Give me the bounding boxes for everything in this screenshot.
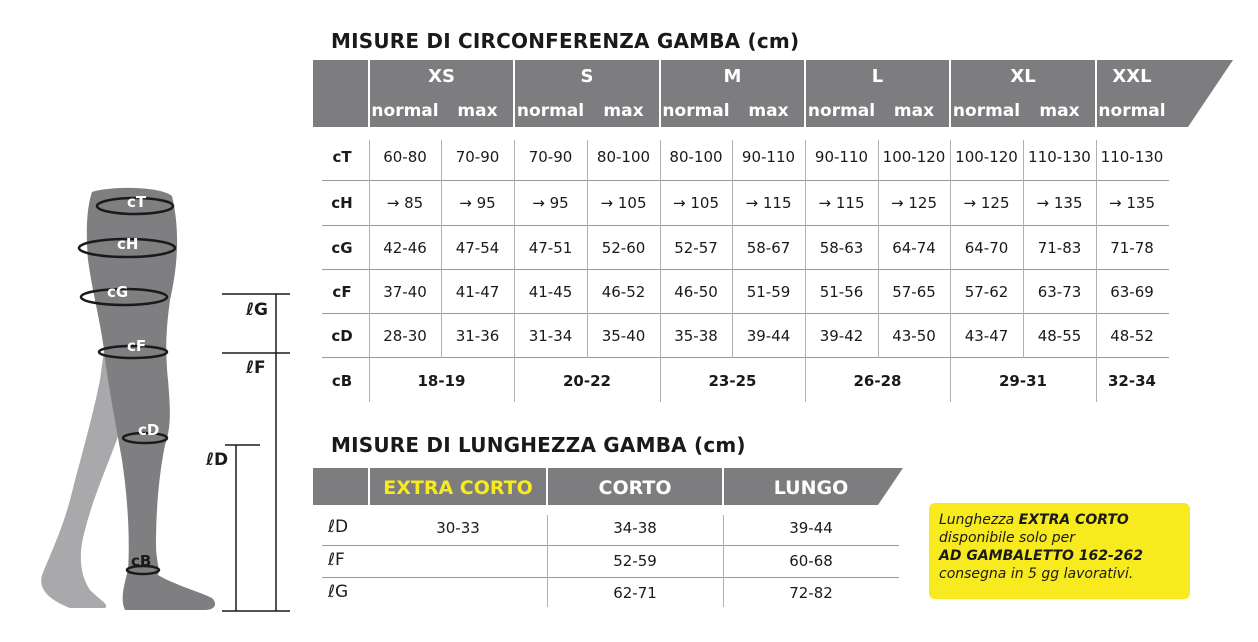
- leg-label-cf: cF: [127, 337, 147, 355]
- cell-cf-4: 46-50: [674, 283, 718, 301]
- leg-label-cg: cG: [107, 283, 129, 301]
- subheader-7: max: [893, 101, 935, 121]
- length-row-label-2: ℓG: [328, 582, 349, 602]
- cell-ch-1: → 95: [459, 194, 496, 212]
- subheader-2: normal: [516, 101, 585, 121]
- cell-cd-8: 43-47: [964, 327, 1009, 345]
- length-cell-1-1: 52-59: [613, 552, 657, 570]
- cell-cg-6: 58-63: [819, 239, 864, 257]
- cell-cf-3: 46-52: [601, 283, 646, 301]
- cell-ct-9: 110-130: [1028, 148, 1091, 166]
- cell-ch-8: → 125: [963, 194, 1010, 212]
- cell-cg-4: 52-57: [674, 239, 718, 257]
- subheader-3: max: [603, 101, 644, 121]
- length-cell-1-2: 60-68: [789, 552, 833, 570]
- row-label-cb: cB: [331, 372, 353, 390]
- cell-cf-9: 63-73: [1037, 283, 1082, 301]
- cell-cd-1: 31-36: [455, 327, 500, 345]
- subheader-5: max: [748, 101, 789, 121]
- length-header-lungo: LUNGO: [773, 477, 849, 499]
- cell-ch-0: → 85: [386, 194, 424, 212]
- note-line-1: Lunghezza EXTRA CORTO: [939, 512, 1129, 528]
- row-divider: [322, 225, 1169, 226]
- cell-cd-2: 31-34: [528, 327, 573, 345]
- cell-cg-10: 71-78: [1110, 239, 1154, 257]
- note-line-2: disponibile solo per: [939, 530, 1076, 546]
- cell-cb-2: 23-25: [708, 372, 757, 390]
- cell-ch-4: → 105: [673, 194, 719, 212]
- cell-cg-0: 42-46: [383, 239, 427, 257]
- circumference-title: MISURE DI CIRCONFERENZA GAMBA (cm): [331, 29, 800, 53]
- length-cell-0-0: 30-33: [436, 519, 480, 537]
- cell-ch-10: → 135: [1109, 194, 1155, 212]
- leg-label-ch: cH: [117, 235, 139, 253]
- length-header-corto: CORTO: [598, 477, 672, 499]
- cell-cf-6: 51-56: [819, 283, 864, 301]
- cell-cd-0: 28-30: [383, 327, 427, 345]
- row-label-ch: cH: [331, 194, 353, 212]
- subheader-9: max: [1039, 101, 1080, 121]
- length-header-extra-corto: EXTRA CORTO: [383, 477, 533, 499]
- leg-label-ct: cT: [127, 193, 147, 211]
- cell-cd-9: 48-55: [1037, 327, 1082, 345]
- cell-cg-3: 52-60: [601, 239, 646, 257]
- cell-ch-3: → 105: [600, 194, 647, 212]
- length-row-label-0: ℓD: [328, 517, 349, 537]
- length-cell-0-2: 39-44: [789, 519, 833, 537]
- cell-ct-5: 90-110: [741, 148, 796, 166]
- size-header-1: S: [580, 66, 594, 87]
- length-row-divider: [322, 577, 899, 578]
- subheader-0: normal: [371, 101, 439, 121]
- cell-ct-0: 60-80: [383, 148, 427, 166]
- cell-ct-6: 90-110: [814, 148, 869, 166]
- cell-cd-3: 35-40: [601, 327, 646, 345]
- cell-cd-5: 39-44: [746, 327, 791, 345]
- cell-cb-3: 26-28: [853, 372, 902, 390]
- cell-cf-1: 41-47: [455, 283, 500, 301]
- row-label-cd: cD: [331, 327, 353, 345]
- leg-label-cb: cB: [131, 552, 152, 570]
- cell-cf-0: 37-40: [383, 283, 427, 301]
- cell-ct-4: 80-100: [669, 148, 723, 166]
- note-line-3: AD GAMBALETTO 162-262: [939, 548, 1144, 564]
- cell-cg-7: 64-74: [892, 239, 936, 257]
- cell-cf-5: 51-59: [746, 283, 791, 301]
- cell-cg-5: 58-67: [746, 239, 791, 257]
- row-label-cf: cF: [332, 283, 352, 301]
- cell-cb-1: 20-22: [563, 372, 611, 390]
- cell-cd-4: 35-38: [674, 327, 718, 345]
- length-cell-2-2: 72-82: [789, 584, 833, 602]
- cell-cg-2: 47-51: [528, 239, 573, 257]
- cell-ct-8: 100-120: [955, 148, 1018, 166]
- length-label-ld: ℓD: [206, 450, 229, 470]
- subheader-10: normal: [1098, 101, 1166, 121]
- cell-cb-5: 32-34: [1108, 372, 1156, 390]
- cell-ct-3: 80-100: [596, 148, 651, 166]
- cell-ct-2: 70-90: [528, 148, 573, 166]
- row-divider: [322, 180, 1169, 181]
- cell-ch-5: → 115: [745, 194, 792, 212]
- subheader-1: max: [457, 101, 498, 121]
- length-cell-0-1: 34-38: [613, 519, 657, 537]
- subheader-6: normal: [807, 101, 876, 121]
- row-divider: [322, 269, 1169, 270]
- subheader-8: normal: [952, 101, 1021, 121]
- cell-cg-1: 47-54: [455, 239, 500, 257]
- row-label-ct: cT: [332, 148, 352, 166]
- cell-cd-10: 48-52: [1110, 327, 1154, 345]
- cell-cb-0: 18-19: [417, 372, 466, 390]
- size-header-0: XS: [428, 66, 455, 87]
- row-label-cg: cG: [331, 239, 353, 257]
- cell-cb-4: 29-31: [999, 372, 1047, 390]
- cell-cg-9: 71-83: [1037, 239, 1082, 257]
- cell-cf-8: 57-62: [964, 283, 1009, 301]
- cell-ct-7: 100-120: [882, 148, 946, 166]
- length-title: MISURE DI LUNGHEZZA GAMBA (cm): [331, 433, 746, 457]
- row-divider: [322, 313, 1169, 314]
- length-label-lf: ℓF: [246, 358, 266, 378]
- cell-cd-6: 39-42: [819, 327, 864, 345]
- cell-ch-2: → 95: [532, 194, 569, 212]
- cell-ch-7: → 125: [891, 194, 937, 212]
- size-header-4: XL: [1010, 66, 1036, 87]
- size-header-2: M: [723, 66, 742, 87]
- subheader-4: normal: [662, 101, 730, 121]
- length-row-label-1: ℓF: [328, 550, 345, 570]
- cell-cf-10: 63-69: [1110, 283, 1154, 301]
- length-row-divider: [322, 545, 899, 546]
- cell-ch-9: → 135: [1036, 194, 1083, 212]
- length-cell-2-1: 62-71: [613, 584, 657, 602]
- cell-ch-6: → 115: [818, 194, 865, 212]
- size-header-3: L: [871, 66, 884, 87]
- cell-cf-2: 41-45: [528, 283, 573, 301]
- cell-ct-1: 70-90: [455, 148, 500, 166]
- row-divider: [322, 357, 1169, 358]
- leg-label-cd: cD: [138, 421, 160, 439]
- length-label-lg: ℓG: [246, 300, 268, 320]
- cell-cg-8: 64-70: [964, 239, 1009, 257]
- extra-corto-note: [929, 503, 1190, 599]
- size-header-5: XXL: [1112, 66, 1152, 87]
- cell-ct-10: 110-130: [1100, 148, 1164, 166]
- note-line-4: consegna in 5 gg lavorativi.: [939, 566, 1134, 582]
- cell-cd-7: 43-50: [892, 327, 936, 345]
- cell-cf-7: 57-65: [892, 283, 936, 301]
